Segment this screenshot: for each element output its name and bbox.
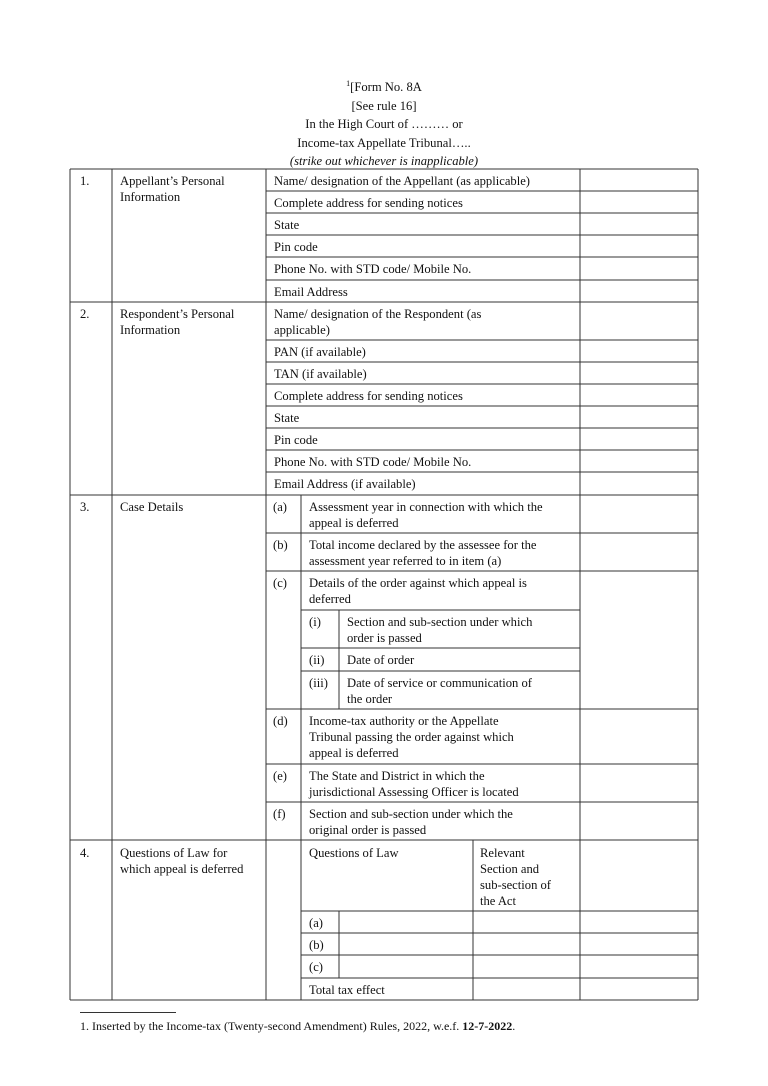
item-f-text: Section and sub-section under which the original order is passed [309, 807, 513, 837]
item-c-text: Details of the order against which appeal is deferred [309, 576, 527, 606]
rule-reference: [See rule 16] [351, 98, 417, 113]
item-b-label: (b) [273, 538, 288, 552]
section-3-number: 3. [80, 500, 90, 514]
form-number: $^1$[Form No. 8A [346, 79, 422, 94]
section-4-number: 4. [80, 846, 90, 860]
field-respondent-tan: TAN (if available) [274, 367, 367, 381]
item-b-text: Total income declared by the assessee for the assessment year referred to in item (a) [309, 538, 537, 568]
field-respondent-phone: Phone No. with STD code/ Mobile No. [274, 455, 472, 469]
subitem-ii-text: Date of order [347, 653, 415, 667]
footnote-marker: 1 [346, 79, 351, 88]
footnote: 1. Inserted by the Income-tax (Twenty-second Amendment) Rules, 2022, w.e.f. 12-7-2022. [80, 1019, 516, 1033]
item-c-label: (c) [273, 576, 287, 590]
field-appellant-phone: Phone No. with STD code/ Mobile No. [274, 262, 472, 276]
section-2-number: 2. [80, 307, 90, 321]
field-appellant-name: Name/ designation of the Appellant (as applicable) [274, 174, 530, 188]
subitem-ii-label: (ii) [309, 653, 325, 667]
field-appellant-state: State [274, 218, 300, 232]
section-3-title: Case Details [120, 500, 184, 514]
total-tax-effect-label: Total tax effect [309, 983, 385, 997]
item-d-label: (d) [273, 714, 288, 728]
footnote-date: 12-7-2022 [462, 1019, 513, 1033]
field-respondent-pin: Pin code [274, 433, 318, 447]
field-respondent-pan: PAN (if available) [274, 345, 366, 359]
item-a-label: (a) [273, 500, 287, 514]
field-appellant-email: Email Address [274, 285, 348, 299]
footnote-divider [80, 1012, 176, 1013]
field-appellant-address: Complete address for sending notices [274, 196, 463, 210]
question-row-b-label: (b) [309, 938, 324, 952]
tribunal-line: Income-tax Appellate Tribunal….. [297, 135, 471, 150]
item-e-label: (e) [273, 769, 287, 783]
section-2-title: Respondent’s Personal Information [120, 307, 235, 337]
subitem-i-text: Section and sub-section under which order is passed [347, 615, 533, 645]
col-questions-of-law: Questions of Law [309, 846, 399, 860]
field-respondent-name: Name/ designation of the Respondent (as applicable) [274, 307, 482, 337]
field-respondent-email: Email Address (if available) [274, 477, 416, 491]
strike-note: (strike out whichever is inapplicable) [289, 154, 479, 169]
field-respondent-state: State [274, 411, 300, 425]
question-row-c-label: (c) [309, 960, 323, 974]
item-e-text: The State and District in which the jurisdictional Assessing Officer is located [309, 769, 519, 799]
court-line: In the High Court of ……… or [305, 117, 463, 132]
field-appellant-pin: Pin code [274, 240, 318, 254]
section-1-title: Appellant’s Personal Information [120, 174, 225, 204]
item-a-text: Assessment year in connection with which the appeal is deferred [309, 500, 543, 530]
section-1-number: 1. [80, 174, 90, 188]
col-relevant-section: Relevant Section and sub-section of the Act [480, 846, 551, 908]
subitem-iii-text: Date of service or communication of the order [347, 676, 532, 706]
item-f-label: (f) [273, 807, 286, 821]
subitem-iii-label: (iii) [309, 676, 328, 690]
question-row-a-label: (a) [309, 916, 323, 930]
subitem-i-label: (i) [309, 615, 321, 629]
item-d-text: Income-tax authority or the Appellate Tribunal passing the order against which appeal is deferred [309, 714, 514, 760]
section-4-title: Questions of Law for which appeal is deferred [120, 846, 244, 876]
field-respondent-address: Complete address for sending notices [274, 389, 463, 403]
